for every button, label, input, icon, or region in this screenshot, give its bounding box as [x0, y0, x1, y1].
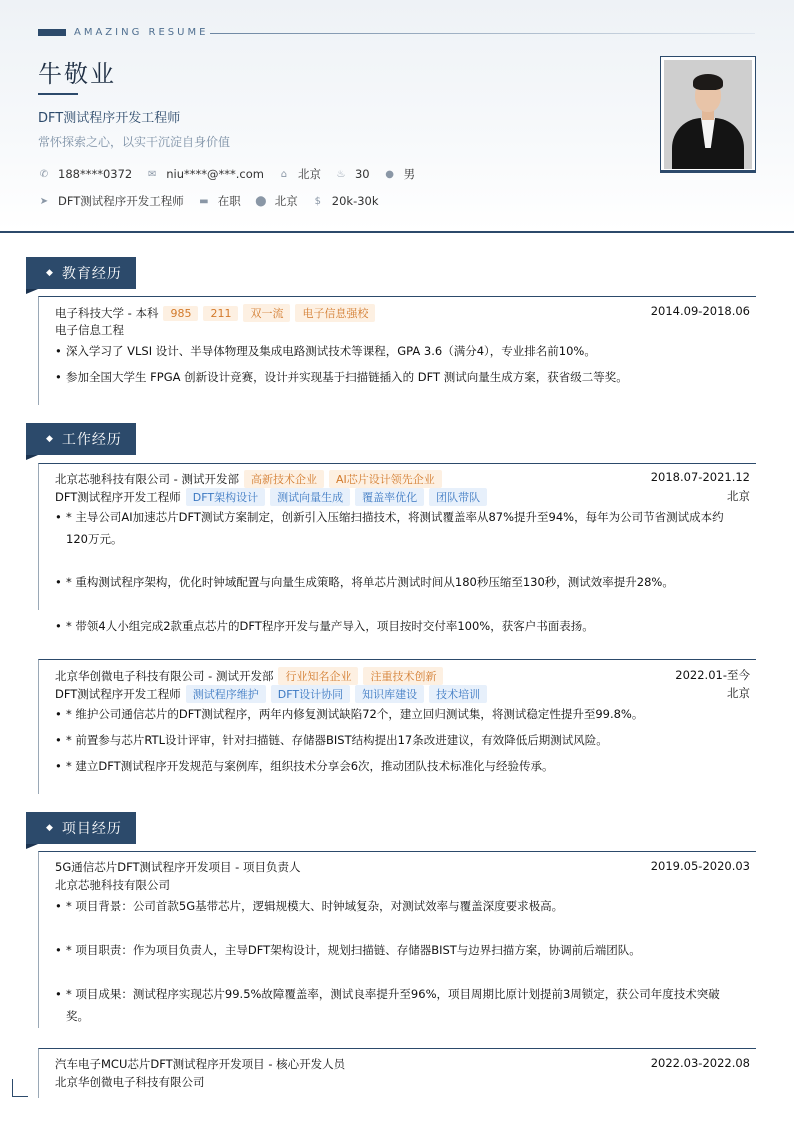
- company-tag: 行业知名企业: [278, 667, 358, 685]
- work-block-2: [38, 659, 756, 794]
- briefcase-icon: ▬: [199, 195, 209, 207]
- info-status: [198, 193, 241, 209]
- diamond-icon: ◆: [46, 823, 54, 833]
- skill-tag: 技术培训: [429, 685, 487, 703]
- candidate-motto: 常怀探索之心，以实干沉淀自身价值: [38, 135, 231, 149]
- section-label: 项目经历: [61, 821, 122, 837]
- phone-icon: ✆: [39, 168, 49, 180]
- skill-tag: 测试向量生成: [270, 488, 350, 506]
- list-item: • 深入学习了 VLSI 设计、半导体物理及集成电路测试技术等课程，GPA 3.6（满分4），专业排名前10%。: [55, 340, 746, 362]
- work-city: 北京: [727, 489, 750, 503]
- list-item: • * 建立DFT测试程序开发规范与案例库，组织技术分享会6次，推动团队技术标准化与经验传承。: [55, 755, 746, 777]
- school-name: 电子科技大学 - 本科: [55, 306, 159, 320]
- work-role-row: [55, 685, 750, 703]
- candidate-title: DFT测试程序开发工程师: [38, 111, 181, 126]
- skill-tag: DFT设计协同: [271, 685, 350, 703]
- section-title-education: [26, 257, 136, 289]
- info-phone: [38, 167, 132, 181]
- skill-tag: DFT架构设计: [186, 488, 265, 506]
- list-item: • * 主导公司AI加速芯片DFT测试方案制定，创新引入压缩扫描技术，将测试覆盖率从87%提升至94%，每年为公司节省测试成本约: [55, 506, 746, 528]
- skill-tag: 测试程序维护: [186, 685, 266, 703]
- mail-icon: ✉: [148, 168, 157, 180]
- education-major-row: [55, 322, 750, 338]
- location-pin-icon: ⬤: [255, 195, 267, 207]
- project-block-2: [38, 1048, 756, 1098]
- project-date: 2022.03-2022.08: [650, 1056, 750, 1070]
- skill-tag: 团队带队: [429, 488, 487, 506]
- status-text: 在职: [217, 194, 241, 208]
- project-name: 5G通信芯片DFT测试程序开发项目 - 项目负责人: [55, 860, 301, 874]
- resume-header: [0, 0, 794, 233]
- education-header-row: [55, 304, 750, 322]
- info-city: [255, 193, 298, 209]
- contact-info-row: [38, 166, 429, 182]
- gender-text: 男: [403, 167, 416, 181]
- photo-accent-bar: [660, 170, 756, 173]
- cake-icon: ♨: [336, 168, 346, 180]
- education-date: 2014.09-2018.06: [650, 304, 750, 318]
- project-org-row: [55, 877, 750, 893]
- info-gender: [384, 166, 416, 182]
- job-info-row: [38, 193, 393, 209]
- info-salary: [312, 194, 379, 208]
- education-block: [38, 296, 756, 405]
- edu-tag: 双一流: [243, 304, 290, 322]
- list-item: • * 前置参与芯片RTL设计评审，针对扫描链、存储器BIST结构提出17条改进建议，有效降低后期测试风险。: [55, 729, 746, 751]
- info-target-job: [38, 193, 184, 209]
- salary-icon: $: [314, 195, 321, 207]
- hometown-text: 北京: [297, 167, 321, 181]
- work-role-row: [55, 488, 750, 506]
- list-item-text: 120万元。: [66, 532, 123, 546]
- brand-divider: [210, 33, 755, 34]
- profile-photo: [660, 56, 756, 173]
- name-underline: [38, 93, 78, 95]
- email-text: niu****@***.com: [166, 167, 264, 181]
- age-text: 30: [354, 167, 370, 181]
- list-item: • * 重构测试程序架构，优化时钟域配置与向量生成策略，将单芯片测试时间从180秒压缩至130秒，测试效率提升28%。: [55, 571, 746, 593]
- edu-tag: 211: [203, 306, 238, 321]
- info-email: [146, 167, 264, 181]
- brand-bar: [38, 29, 66, 36]
- edu-tag: 985: [163, 306, 198, 321]
- diamond-icon: ◆: [46, 268, 54, 278]
- phone-text: 188****0372: [58, 167, 133, 181]
- work-city: 北京: [727, 686, 750, 700]
- company-tag: 高新技术企业: [244, 470, 324, 488]
- gender-icon: ●: [385, 168, 394, 180]
- project-org: 北京华创微电子科技有限公司: [55, 1075, 205, 1089]
- project-name: 汽车电子MCU芯片DFT测试程序开发项目 - 核心开发人员: [55, 1057, 346, 1071]
- candidate-name: 牛敬业: [38, 60, 116, 88]
- edu-tag: 电子信息强校: [295, 304, 375, 322]
- salary-text: 20k-30k: [331, 194, 379, 208]
- home-icon: ⌂: [280, 168, 288, 180]
- section-label: 工作经历: [61, 432, 122, 448]
- major: 电子信息工程: [55, 323, 124, 337]
- project-header-row: [55, 1056, 750, 1072]
- company-tag: 注重技术创新: [363, 667, 443, 685]
- city-text: 北京: [274, 194, 298, 208]
- target-job-text: DFT测试程序开发工程师: [58, 194, 184, 208]
- project-org: 北京芯驰科技有限公司: [55, 878, 170, 892]
- skill-tag: 覆盖率优化: [355, 488, 424, 506]
- company-name: 北京芯驰科技有限公司 - 测试开发部: [55, 472, 239, 486]
- info-hometown: [278, 166, 321, 182]
- diamond-icon: ◆: [46, 434, 54, 444]
- company-name: 北京华创微电子科技有限公司 - 测试开发部: [55, 669, 274, 683]
- project-org-row: [55, 1074, 750, 1090]
- avatar: [664, 60, 752, 169]
- project-date: 2019.05-2020.03: [650, 859, 750, 873]
- work-block-1: [38, 463, 756, 633]
- role-name: DFT测试程序开发工程师: [55, 490, 181, 504]
- company-tag: AI芯片设计领先企业: [329, 470, 442, 488]
- brand-text: AMAZING RESUME: [74, 27, 209, 38]
- work-date: 2018.07-2021.12: [650, 470, 750, 484]
- list-item: • * 维护公司通信芯片的DFT测试程序，两年内修复测试缺陷72个，建立回归测试集，将测试稳定性提升至99.8%。: [55, 703, 746, 725]
- list-item: • * 带领4人小组完成2款重点芯片的DFT程序开发与量产导入，项目按时交付率100%，获客户书面表扬。: [55, 615, 746, 637]
- list-item: • * 项目成果：测试程序实现芯片99.5%故障覆盖率，测试良率提升至96%，项目周期比原计划提前3周锁定，获公司年度技术突破: [55, 983, 746, 1005]
- page-corner-mark: [12, 1079, 28, 1097]
- section-title-work: [26, 423, 136, 455]
- list-item: • * 项目职责：作为项目负责人，主导DFT架构设计，规划扫描链、存储器BIST与边界扫描方案，协调前后端团队。: [55, 939, 746, 961]
- list-item-text: 奖。: [66, 1009, 89, 1023]
- list-item-continuation: [55, 528, 746, 550]
- send-icon: ➤: [39, 195, 49, 207]
- section-label: 教育经历: [61, 266, 122, 282]
- work-header-row: [55, 470, 750, 488]
- list-item: • 参加全国大学生 FPGA 创新设计竞赛，设计并实现基于扫描链插入的 DFT 测试向量生成方案，获省级二等奖。: [55, 366, 746, 388]
- project-header-row: [55, 859, 750, 875]
- info-age: [335, 167, 370, 181]
- list-item-continuation: [55, 1005, 746, 1027]
- work-header-row: [55, 667, 750, 685]
- skill-tag: 知识库建设: [355, 685, 424, 703]
- project-block-1: [38, 851, 756, 1028]
- role-name: DFT测试程序开发工程师: [55, 687, 181, 701]
- work-date: 2022.01-至今: [675, 668, 750, 682]
- list-item: • * 项目背景：公司首款5G基带芯片，逻辑规模大、时钟域复杂，对测试效率与覆盖深度要求极高。: [55, 895, 746, 917]
- section-title-project: [26, 812, 136, 844]
